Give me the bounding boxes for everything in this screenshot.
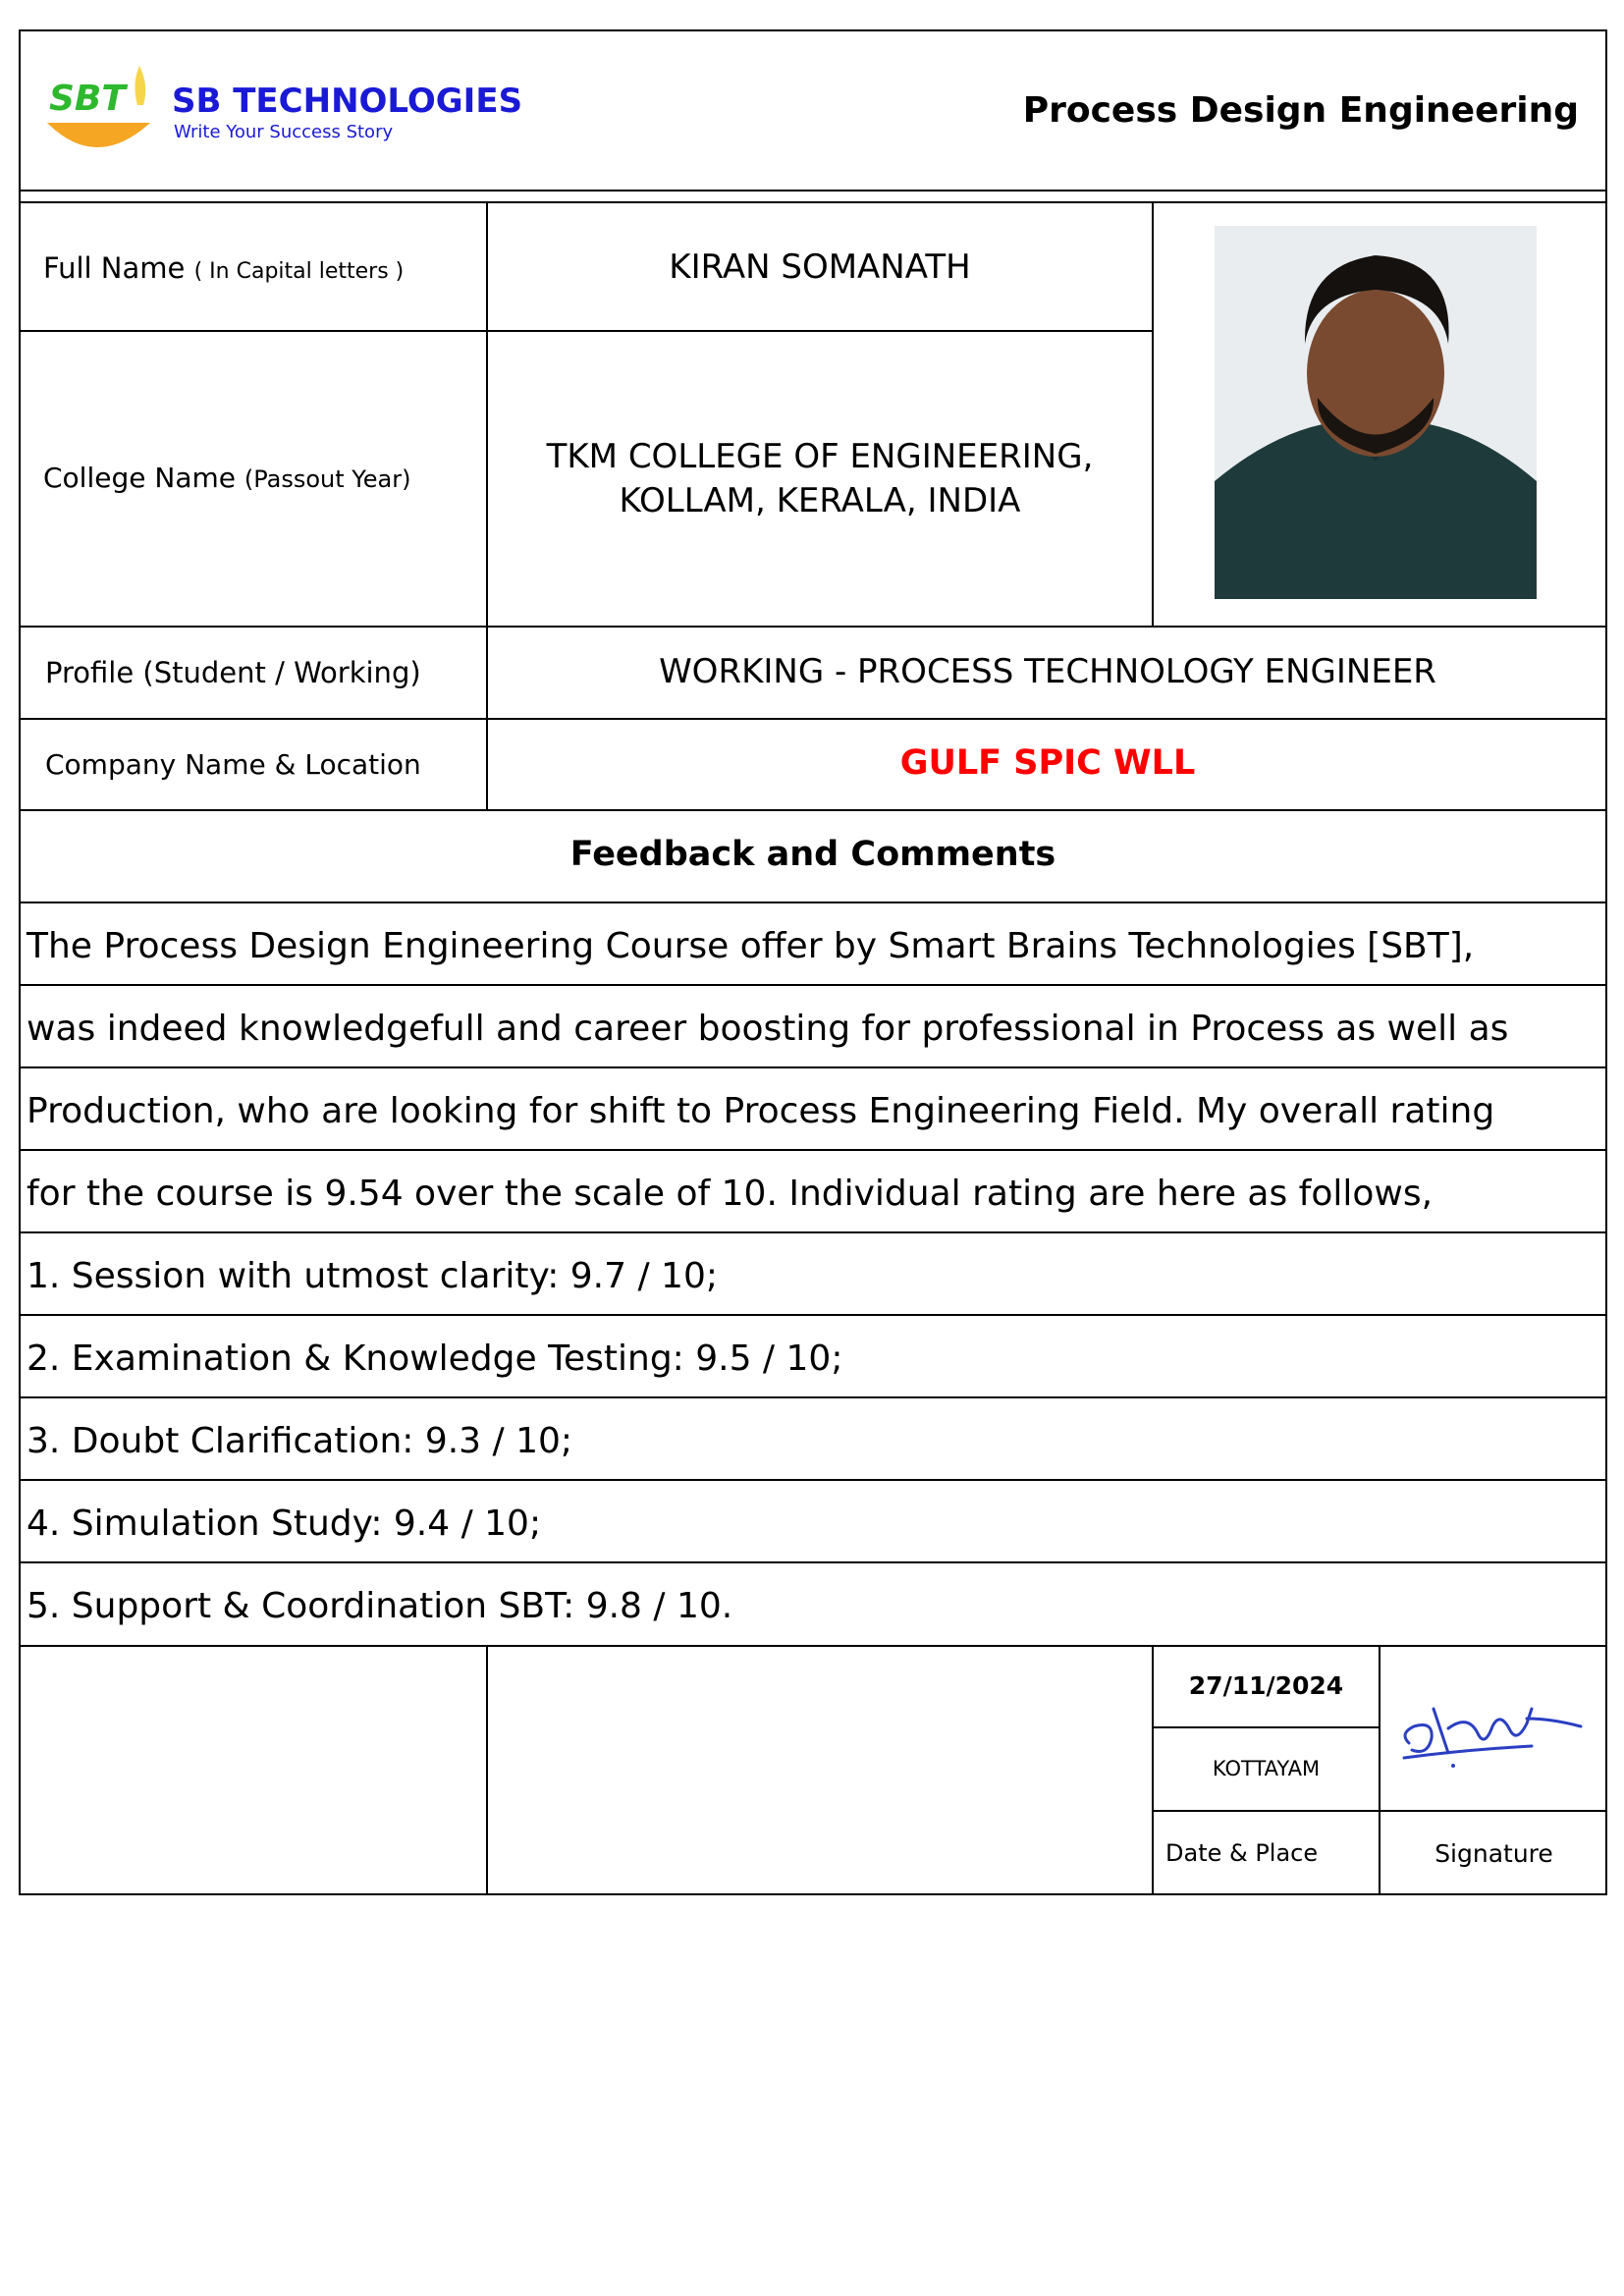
date-place-label: Date & Place	[1165, 1839, 1319, 1867]
full-name-hint: ( In Capital letters )	[193, 259, 405, 284]
feedback-line: 5. Support & Coordination SBT: 9.8 / 10.	[27, 1586, 733, 1626]
row-divider-name	[19, 330, 1154, 332]
company-label: Company Name & Location	[45, 748, 421, 781]
college-label: College Name (Passout Year)	[43, 462, 411, 494]
full-name-value: KIRAN SOMANATH	[669, 247, 971, 287]
feedback-line: for the course is 9.54 over the scale of 10. Individual rating are here as follows,	[27, 1174, 1434, 1214]
feedback-line-divider	[19, 1314, 1607, 1316]
feedback-line-divider	[19, 984, 1607, 986]
signature-label: Signature	[1435, 1839, 1553, 1868]
feedback-line-divider	[19, 1149, 1607, 1151]
full-name-label: Full Name ( In Capital letters )	[43, 251, 405, 285]
student-photo	[1215, 226, 1537, 599]
footer-top-divider	[19, 1645, 1607, 1647]
feedback-line: was indeed knowledgefull and career boosting for professional in Process as well as	[27, 1009, 1509, 1049]
footer-date-divider	[1152, 1726, 1380, 1728]
feedback-line: 3. Doubt Clarification: 9.3 / 10;	[27, 1421, 573, 1461]
feedback-line: 1. Session with utmost clarity: 9.7 / 10;	[27, 1256, 718, 1296]
profile-value: WORKING - PROCESS TECHNOLOGY ENGINEER	[659, 652, 1436, 691]
company-value: GULF SPIC WLL	[899, 743, 1196, 783]
footer-date: 27/11/2024	[1188, 1671, 1344, 1700]
feedback-line: Production, who are looking for shift to Process Engineering Field. My overall rating	[27, 1091, 1495, 1131]
row-divider-profile	[19, 718, 1607, 720]
course-title: Process Design Engineering	[1022, 90, 1579, 131]
feedback-heading: Feedback and Comments	[569, 835, 1056, 874]
feedback-line-divider	[19, 1231, 1607, 1233]
company-brand-name: SB TECHNOLOGIES	[172, 82, 523, 121]
footer-place: KOTTAYAM	[1212, 1757, 1321, 1780]
row-divider-company	[19, 809, 1607, 811]
feedback-line-divider	[19, 1066, 1607, 1068]
header-divider-bottom	[19, 201, 1607, 203]
person-photo-icon	[1215, 226, 1537, 599]
college-value-line-1: TKM COLLEGE OF ENGINEERING,	[546, 437, 1094, 476]
row-divider-college	[19, 626, 1607, 628]
feedback-line: 2. Examination & Knowledge Testing: 9.5 / 10;	[27, 1339, 843, 1379]
signature-mark-icon	[1394, 1689, 1591, 1777]
college-hint: (Passout Year)	[244, 465, 411, 493]
feedback-line-divider	[19, 1396, 1607, 1398]
feedback-heading-divider	[19, 902, 1607, 903]
feedback-line-divider	[19, 1561, 1607, 1563]
logo-mark-text: SBT	[49, 79, 126, 119]
company-tagline: Write Your Success Story	[174, 122, 394, 142]
footer-col-divider-1	[486, 1645, 488, 1893]
footer-place-divider	[1152, 1810, 1607, 1812]
photo-col-divider	[1152, 201, 1154, 627]
feedback-line-divider	[19, 1479, 1607, 1481]
feedback-line: 4. Simulation Study: 9.4 / 10;	[27, 1503, 542, 1544]
header-divider-top	[19, 190, 1607, 191]
feedback-line: The Process Design Engineering Course offer by Smart Brains Technologies [SBT],	[27, 926, 1475, 966]
college-value-line-2: KOLLAM, KERALA, INDIA	[619, 481, 1021, 520]
profile-label: Profile (Student / Working)	[45, 656, 421, 689]
